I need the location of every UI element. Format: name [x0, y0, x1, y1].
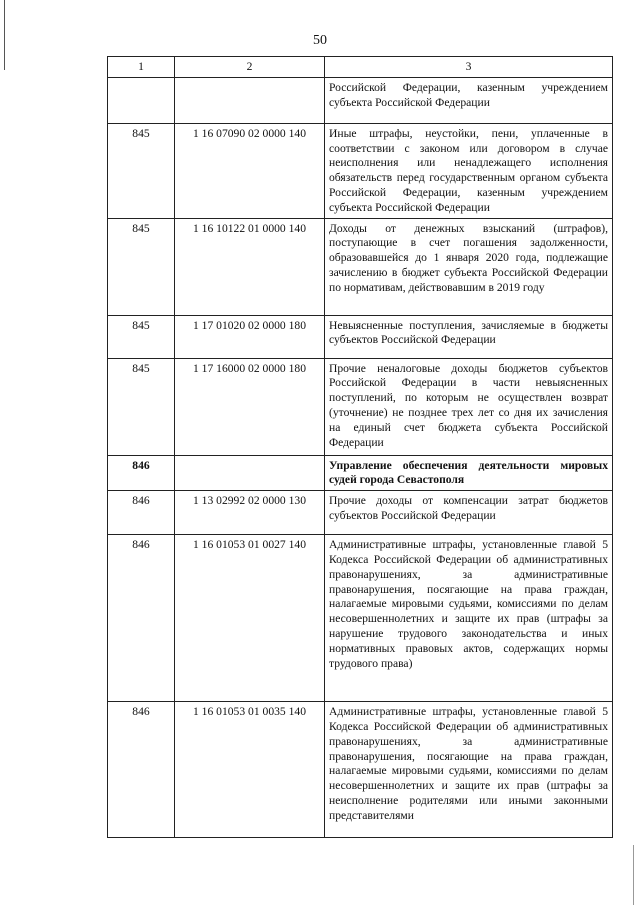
admin-code-cell: 845 — [108, 123, 175, 218]
revenue-code-cell: 1 17 01020 02 0000 180 — [175, 315, 325, 358]
column-header-1: 1 — [108, 57, 175, 78]
description-cell: Прочие доходы от компенсации затрат бюджетов субъектов Российской Федерации — [325, 491, 613, 535]
admin-code-cell: 846 — [108, 491, 175, 535]
table-row — [108, 218, 613, 315]
revenue-code-cell: 1 16 10122 01 0000 140 — [175, 218, 325, 315]
description-cell: Иные штрафы, неустойки, пени, уплаченные в соответствии с законом или договором в случае неисполнения или ненадлежащего исполнения обязательств перед государственным органом субъекта Российской Федерации, казенным учреждением субъекта Российской Федерации — [325, 123, 613, 218]
admin-code-cell: 846 — [108, 535, 175, 702]
right-margin-line — [633, 845, 634, 905]
admin-code-cell: 845 — [108, 218, 175, 315]
description-cell: Управление обеспечения деятельности мировых судей города Севастополя — [325, 455, 613, 491]
revenue-code-cell: 1 16 01053 01 0027 140 — [175, 535, 325, 702]
revenue-code-cell: 1 16 01053 01 0035 140 — [175, 702, 325, 838]
revenue-code-cell: 1 13 02992 02 0000 130 — [175, 491, 325, 535]
description-cell: Прочие неналоговые доходы бюджетов субъектов Российской Федерации в части невыясненных поступлений, по которым не осуществлен возврат (уточнение) не позднее трех лет со дня их зачисления на единый счет бюджета субъекта Российской Федерации — [325, 358, 613, 455]
table-row — [108, 491, 613, 535]
column-header-2: 2 — [175, 57, 325, 78]
admin-code-cell: 845 — [108, 315, 175, 358]
description-cell: Административные штрафы, установленные главой 5 Кодекса Российской Федерации об административных правонарушениях, за административные правонарушения, посягающие на права граждан, налагаемые мировыми судьями, комиссиями по делам несовершеннолетних и защите их прав (штрафы за нарушение трудового законодательства и иных нормативных правовых актов, содержащих нормы трудового права) — [325, 535, 613, 702]
description-cell: Невыясненные поступления, зачисляемые в бюджеты субъектов Российской Федерации — [325, 315, 613, 358]
description-cell: Российской Федерации, казенным учреждением субъекта Российской Федерации — [325, 77, 613, 123]
revenue-code-cell — [175, 455, 325, 491]
table-row — [108, 455, 613, 491]
description-cell: Административные штрафы, установленные главой 5 Кодекса Российской Федерации об административных правонарушениях, за административные правонарушения, посягающие на права граждан, налагаемые мировыми судьями, комиссиями по делам несовершеннолетних и защите их прав (штрафы за неисполнение родителями или иными законными представителями — [325, 702, 613, 838]
table-row — [108, 358, 613, 455]
table-row — [108, 702, 613, 838]
column-header-3: 3 — [325, 57, 613, 78]
table-row — [108, 535, 613, 702]
admin-code-cell: 846 — [108, 702, 175, 838]
admin-code-cell — [108, 77, 175, 123]
admin-code-cell: 845 — [108, 358, 175, 455]
revenue-table — [107, 56, 613, 838]
revenue-code-cell — [175, 77, 325, 123]
table-row — [108, 77, 613, 123]
table-row — [108, 123, 613, 218]
page-number: 50 — [313, 33, 327, 48]
revenue-code-cell: 1 16 07090 02 0000 140 — [175, 123, 325, 218]
description-cell: Доходы от денежных взысканий (штрафов), поступающие в счет погашения задолженности, образовавшейся до 1 января 2020 года, подлежащие зачислению в бюджет субъекта Российской Федерации по нормативам, действовавшим в 2019 году — [325, 218, 613, 315]
header-row — [108, 57, 613, 78]
revenue-code-cell: 1 17 16000 02 0000 180 — [175, 358, 325, 455]
table-row — [108, 315, 613, 358]
admin-code-cell: 846 — [108, 455, 175, 491]
